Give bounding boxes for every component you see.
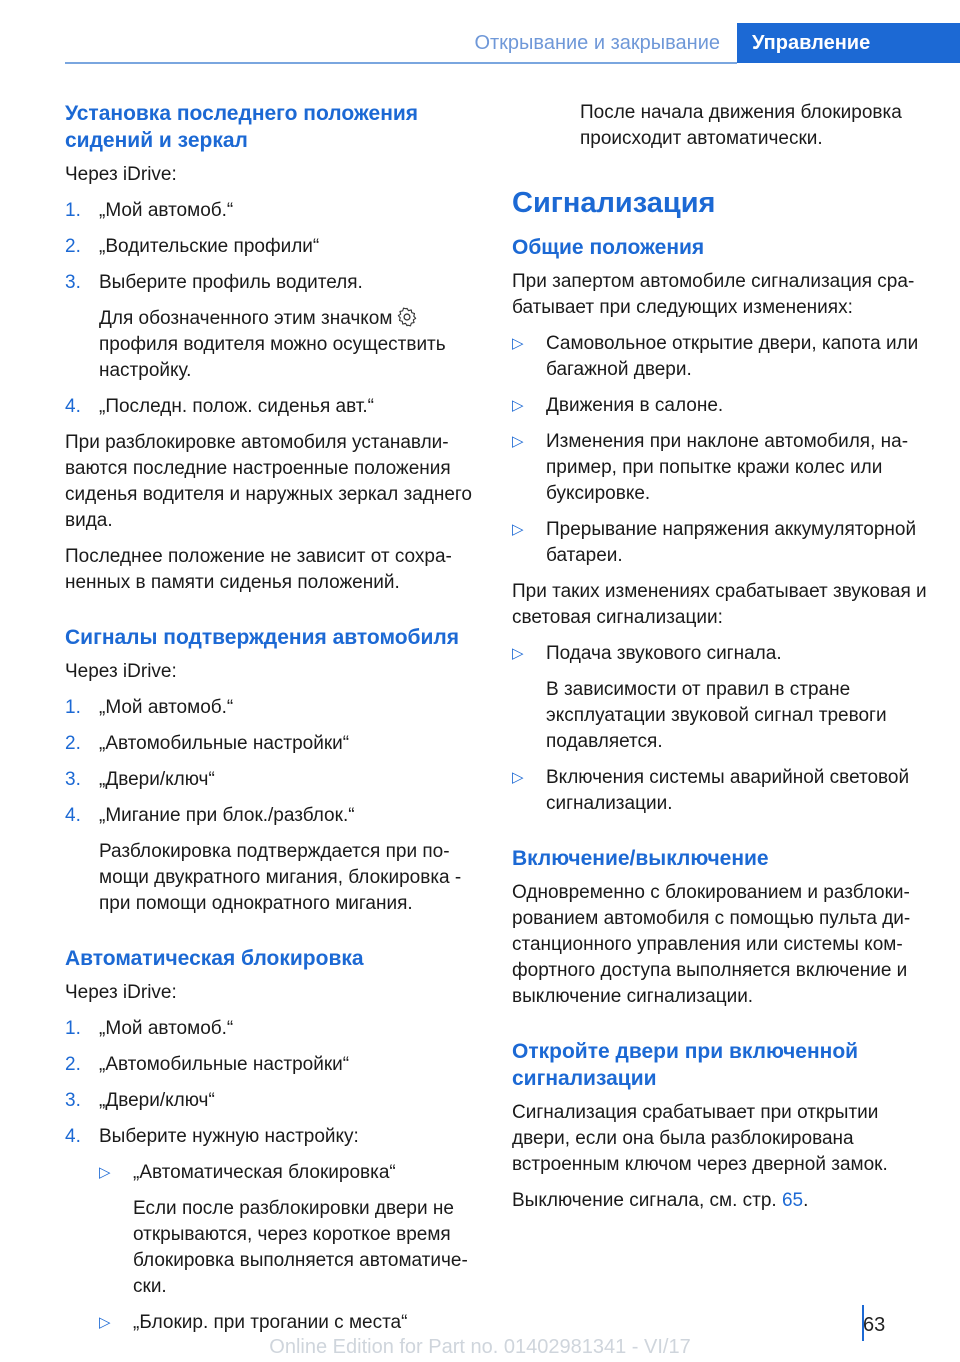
page-number: 63 (863, 1314, 886, 1336)
list-item: 1. „Мой автомоб.“ (65, 1018, 234, 1039)
bullet-item: ▷ Самовольное открытие двери, капота или багажной двери. (512, 331, 927, 383)
paragraph: Сигнализация срабатывает при открытии двери, если она была разблокирована встроенным ключом через дверной замок. (512, 1102, 888, 1175)
triangle-bullet-icon: ▷ (99, 1314, 111, 1331)
bullet-item: ▷ „Блокир. при трогании с места“ (99, 1310, 480, 1336)
list-item: 1. „Мой автомоб.“ (65, 200, 234, 221)
paragraph: При запертом автомобиле сигнализация срабатывает при следующих изменениях: (512, 271, 915, 318)
heading-general: Общие положения (512, 236, 705, 259)
triangle-bullet-icon: ▷ (99, 1164, 111, 1181)
list-item: 2. „Автомобильные настройки“ (65, 733, 350, 754)
page-link[interactable]: 65 (781, 1190, 804, 1211)
heading-confirm-signals: Сигналы подтверждения автомобиля (65, 626, 460, 649)
option-note: Если после разблокировки двери не открываются, через короткое время блокировка выполняется автоматически. (133, 1198, 468, 1297)
paragraph: Одновременно с блокированием и разблокированием автомобиля с помощью пульта дистанционного управления или системы комфортного доступа выполняется включение и выключение сигнализации. (512, 882, 911, 1007)
bullet-item: ▷ Изменения при наклоне автомобиля, например, при попытке кражи колес или буксировке. (512, 429, 927, 507)
heading-auto-lock: Автоматическая блокировка (65, 947, 364, 970)
heading-last-position: Установка последнего положения сидений и зеркал (65, 102, 419, 152)
triangle-bullet-icon: ▷ (512, 645, 524, 662)
heading-open-doors: Откройте двери при включенной сигнализации (512, 1040, 859, 1090)
heading-alarm: Сигнализация (512, 187, 716, 219)
via-idrive: Через iDrive: (65, 982, 177, 1003)
paragraph: Последнее положение не зависит от сохраненных в памяти сиденья положений. (65, 546, 452, 593)
triangle-bullet-icon: ▷ (512, 397, 524, 414)
triangle-bullet-icon: ▷ (512, 335, 524, 352)
bullet-item: ▷ Включения системы аварийной световой сигнализации. (512, 765, 927, 817)
triangle-bullet-icon: ▷ (512, 521, 524, 538)
paragraph: При таких изменениях срабатывает звуковая и световая сигнализации: (512, 581, 927, 628)
list-item: 3. „Двери/ключ“ (65, 1090, 215, 1111)
list-item: 3. „Двери/ключ“ (65, 769, 215, 790)
section-tab: Управление (737, 23, 960, 63)
heading-on-off: Включение/выключение (512, 847, 769, 870)
footer-edition: Online Edition for Part no. 01402981341 - VI/17 (269, 1336, 691, 1358)
bullet-note: В зависимости от правил в стране эксплуатации звуковой сигнал тревоги подавляется. (546, 679, 887, 752)
list-item: 3. Выберите профиль водителя. (65, 272, 363, 293)
triangle-bullet-icon: ▷ (512, 769, 524, 786)
bullet-item: ▷ Прерывание напряжения аккумуляторной батареи. (512, 517, 927, 569)
gear-icon (396, 306, 418, 328)
left-column (65, 100, 480, 1346)
step-note: Для обозначенного этим значком профиля водителя можно осуществить настройку. (99, 308, 446, 381)
via-idrive: Через iDrive: (65, 164, 177, 185)
right-column (512, 100, 927, 1224)
bullet-item: ▷ Движения в салоне. (512, 393, 927, 419)
via-idrive: Через iDrive: (65, 661, 177, 682)
list-item: 4. „Последн. полож. сиденья авт.“ (65, 396, 374, 417)
list-item: 4. Выберите нужную настройку: (65, 1126, 359, 1147)
list-item: 4. „Мигание при блок./разблок.“ (65, 805, 355, 826)
list-item: 2. „Автомобильные настройки“ (65, 1054, 350, 1075)
page-reference: Выключение сигнала, см. стр. 65. (512, 1190, 809, 1211)
triangle-bullet-icon: ▷ (512, 433, 524, 450)
bullet-item: ▷ Подача звукового сигнала. (512, 641, 927, 667)
list-item: 1. „Мой автомоб.“ (65, 697, 234, 718)
list-item: 2. „Водительские профили“ (65, 236, 320, 257)
header-rule (65, 62, 737, 64)
step-note: Разблокировка подтверждается при помощи двукратного мигания, блокировка - при помощи однократного мигания. (99, 841, 462, 914)
continued-note: После начала движения блокировка происходит автоматически. (580, 102, 902, 149)
bullet-item: ▷ „Автоматическая блокировка“ (99, 1160, 480, 1186)
chapter-title: Открывание и закрывание (474, 32, 720, 54)
paragraph: При разблокировке автомобиля устанавливаются последние настроенные положения сиденья водителя и наружных зеркал заднего вида. (65, 432, 472, 531)
